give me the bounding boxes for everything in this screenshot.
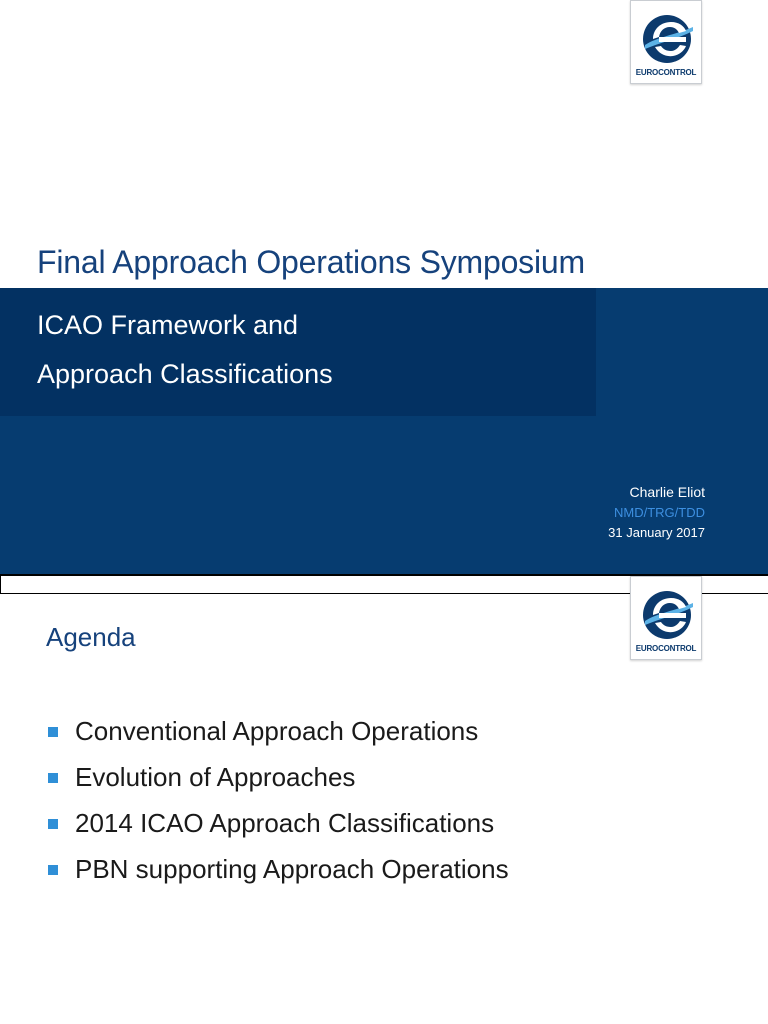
- eurocontrol-logo-icon: [639, 11, 695, 67]
- agenda-item: [48, 806, 509, 852]
- agenda-item-text: Conventional Approach Operations: [75, 716, 479, 746]
- presentation-date: 31 January 2017: [608, 525, 705, 540]
- agenda-item-text: PBN supporting Approach Operations: [75, 854, 509, 884]
- agenda-item: [48, 714, 509, 760]
- agenda-item-text: 2014 ICAO Approach Classifications: [75, 808, 495, 838]
- slide-edge: [0, 576, 1, 594]
- agenda-list: [48, 714, 509, 898]
- eurocontrol-logo-icon: [639, 587, 695, 643]
- agenda-slide: [0, 576, 768, 1024]
- subtitle-line-2: Approach Classifications: [37, 359, 333, 389]
- eurocontrol-logo: [630, 576, 702, 660]
- agenda-title: Agenda: [46, 622, 136, 652]
- author-name: Charlie Eliot: [629, 484, 705, 500]
- agenda-item-text: Evolution of Approaches: [75, 762, 356, 792]
- subtitle-box: [0, 288, 596, 416]
- title-band: [0, 288, 768, 576]
- bullet-square-icon: [48, 819, 58, 829]
- bullet-square-icon: [48, 727, 58, 737]
- eurocontrol-logo: [630, 0, 702, 84]
- logo-wordmark: EUROCONTROL: [635, 68, 697, 77]
- bullet-square-icon: [48, 773, 58, 783]
- subtitle-line-1: ICAO Framework and: [37, 310, 299, 340]
- presentation-title: Final Approach Operations Symposium: [37, 244, 585, 280]
- bullet-square-icon: [48, 865, 58, 875]
- author-department: NMD/TRG/TDD: [614, 505, 705, 520]
- agenda-item: [48, 760, 509, 806]
- logo-wordmark: EUROCONTROL: [635, 644, 697, 653]
- agenda-item: [48, 852, 509, 898]
